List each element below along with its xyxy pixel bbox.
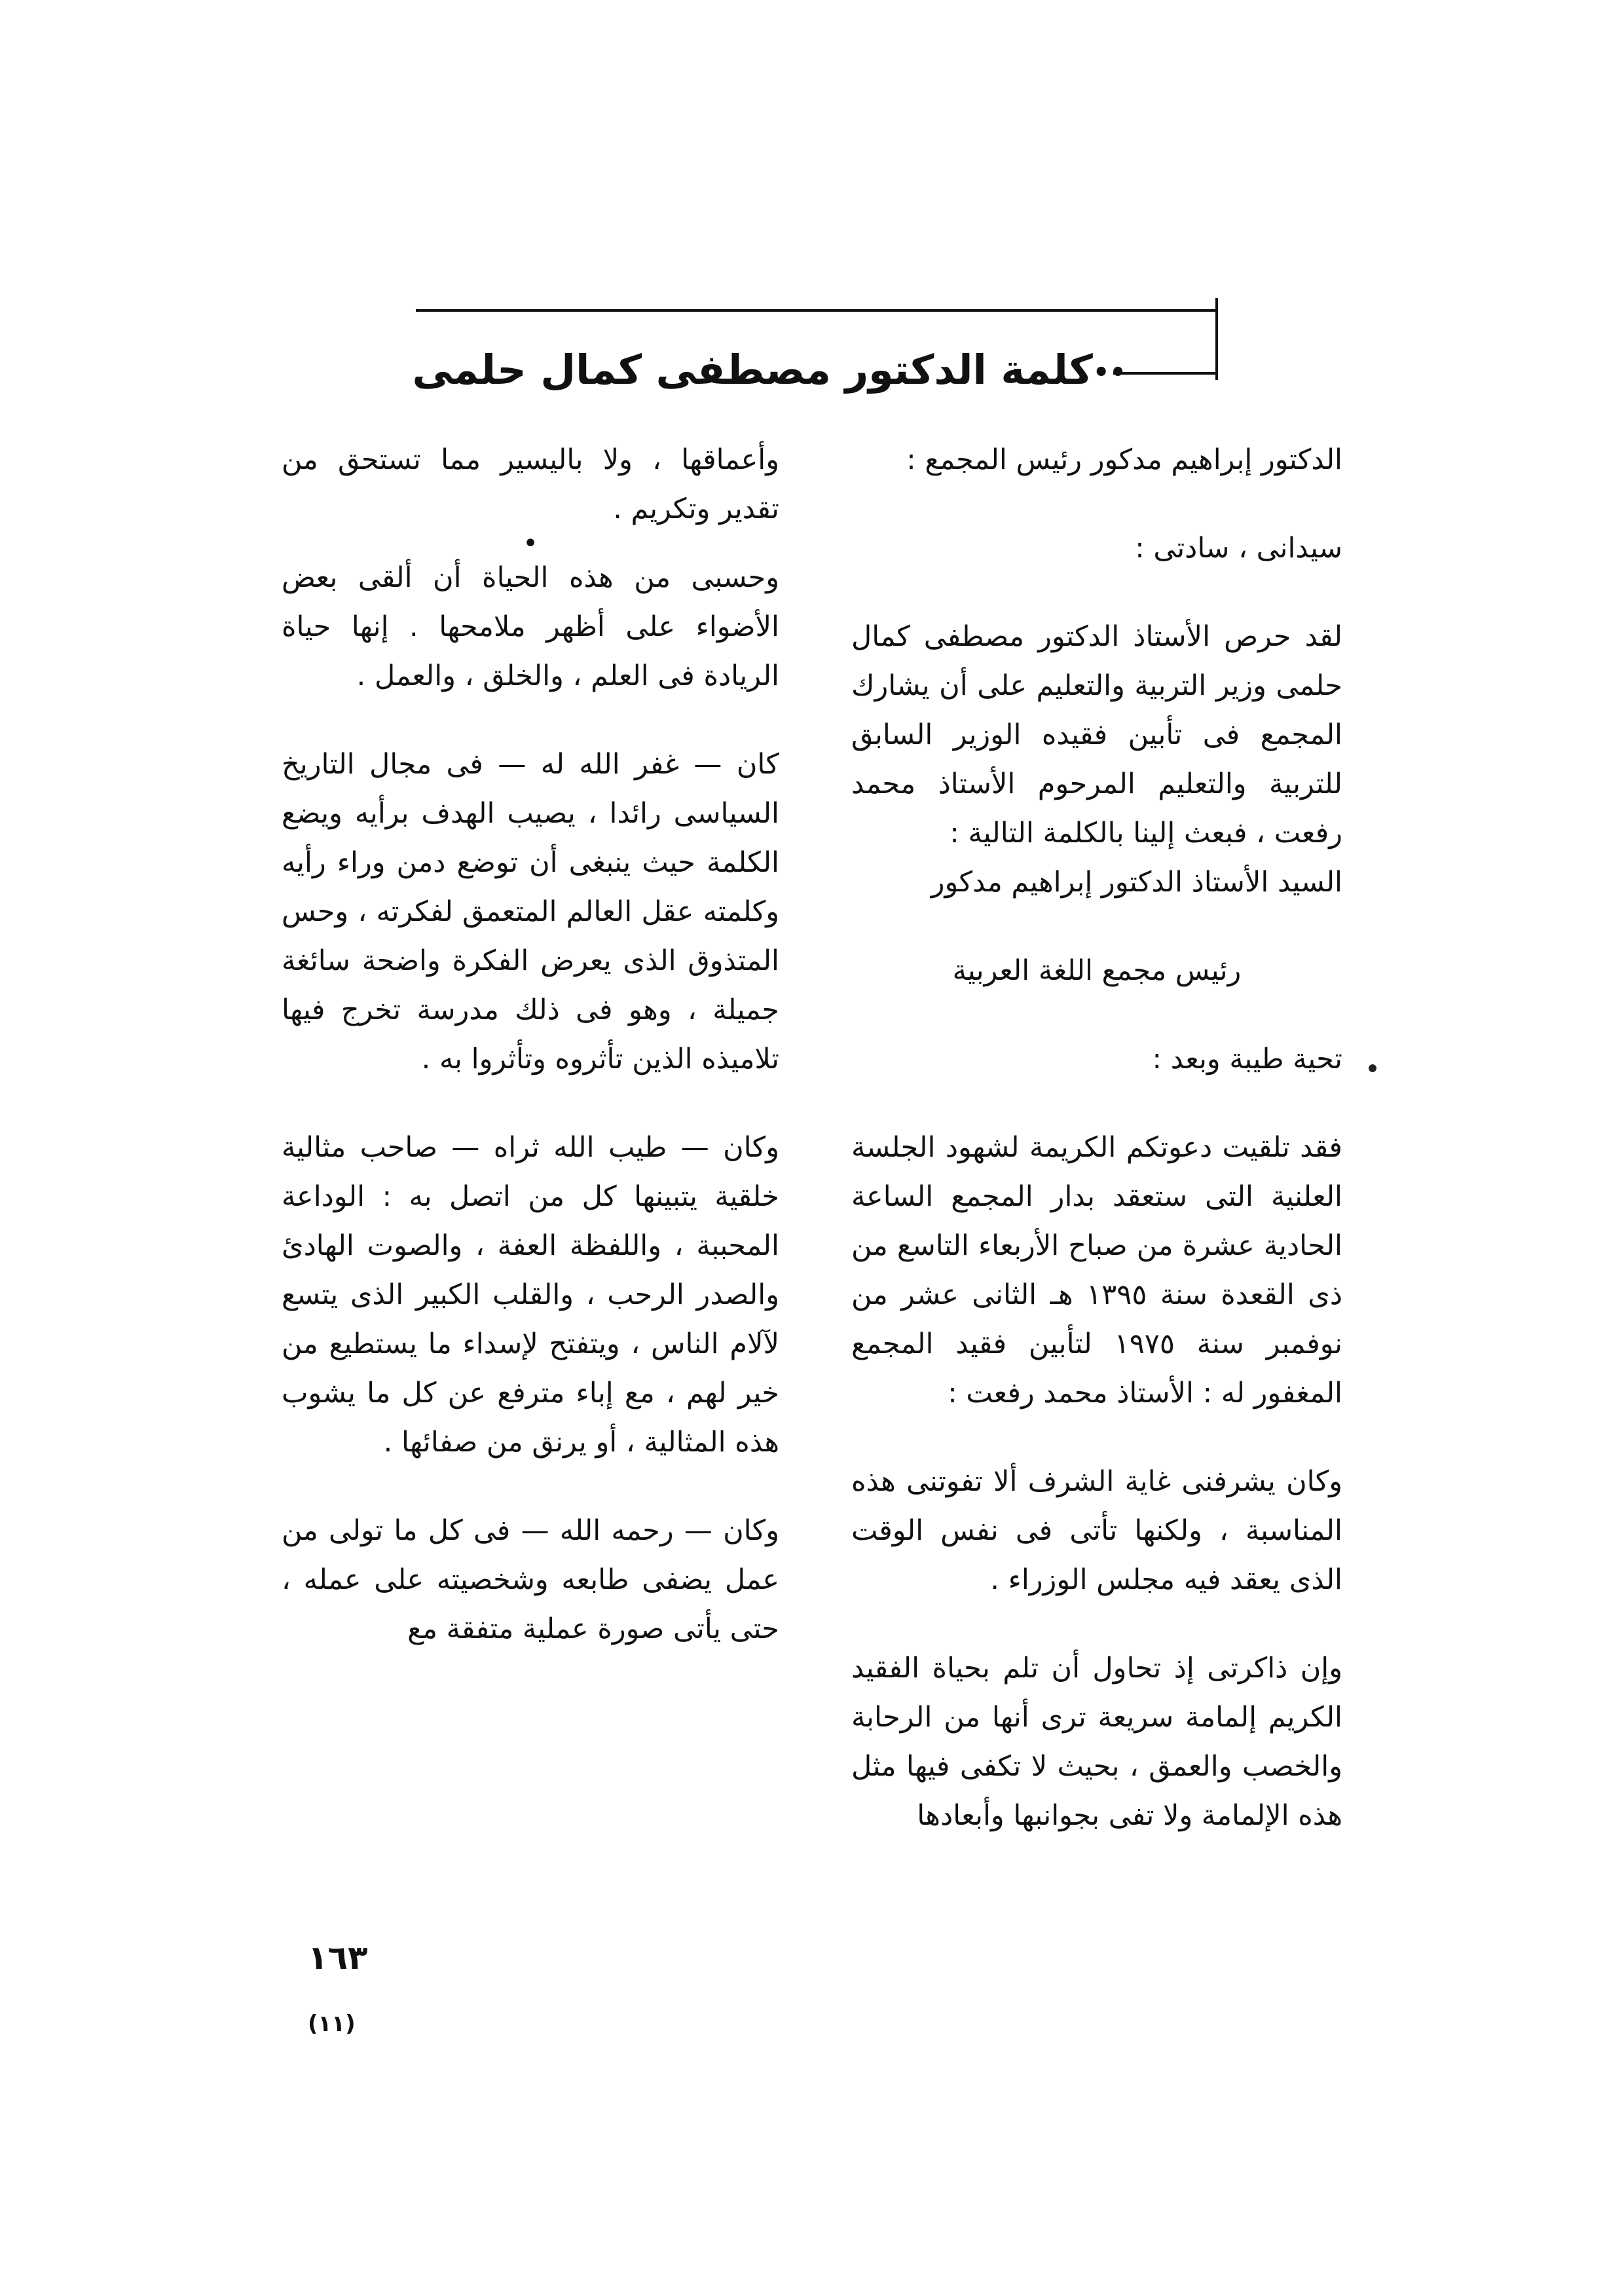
paragraph-left-4: وكان — رحمه الله — فى كل ما تولى من عمل يضفى طابعه وشخصيته على عمله ، حتى يأتى صورة عملية متفقة مع xyxy=(282,1514,779,1645)
article-title xyxy=(412,337,1126,403)
title-text: كلمة الدكتور مصطفى كمال حلمى xyxy=(412,346,1093,394)
sheet-number: (١١) xyxy=(308,2011,356,2037)
header-vertical-rule xyxy=(1215,298,1218,380)
left-column xyxy=(282,436,779,1673)
title-bullets: •• xyxy=(1092,357,1126,388)
paragraph-left-1: وحسبى من هذه الحياة أن ألقى بعض الأضواء على أظهر ملامحها . إنها حياة الريادة فى العلم ، والخلق ، والعمل . xyxy=(282,561,779,692)
page-number: ١٦٣ xyxy=(308,1939,368,1977)
letter-recipient-role: رئيس مجمع اللغة العربية xyxy=(952,954,1242,987)
salutation-line: سيدانى ، سادتى : xyxy=(1135,532,1342,565)
section-dot: • xyxy=(523,529,538,559)
paragraph-left-3: وكان — طيب الله ثراه — صاحب مثالية خلقية يتبينها كل من اتصل به : الوداعة المحببة ، واللفظة العفة ، والصوت الهادئ والصدر الرحب ، والقلب الكبير الذى يتسع لآلام الناس ، ويتفتح لإسداء ما يستطيع من خير لهم ، مع إباء مترفع عن كل ما يشوب هذه المثالية ، أو يرنق من صفائها . xyxy=(282,1131,779,1459)
paragraph-2: وكان يشرفنى غاية الشرف ألا تفوتنى هذه المناسبة ، ولكنها تأتى فى نفس الوقت الذى يعقد فيه مجلس الوزراء . xyxy=(851,1465,1342,1596)
greeting-line: تحية طيبة وبعد : xyxy=(1152,1043,1342,1075)
addressee-line: الدكتور إبراهيم مدكور رئيس المجمع : xyxy=(906,443,1342,476)
letter-recipient: السيد الأستاذ الدكتور إبراهيم مدكور xyxy=(931,866,1342,899)
intro-paragraph: لقد حرص الأستاذ الدكتور مصطفى كمال حلمى وزير التربية والتعليم على أن يشارك المجمع فى تأبين فقيده الوزير السابق للتربية والتعليم المرحوم الأستاذ محمد رفعت ، فبعث إلينا بالكلمة التالية : xyxy=(851,620,1342,849)
continuation-paragraph: وأعماقها ، ولا باليسير مما تستحق من تقدير وتكريم . xyxy=(282,443,779,525)
paragraph-3: وإن ذاكرتى إذ تحاول أن تلم بحياة الفقيد الكريم إلمامة سريعة ترى أنها من الرحابة والخصب والعمق ، بحيث لا تكفى فيها مثل هذه الإلمامة ولا تفى بجوانبها وأبعادها xyxy=(851,1652,1342,1832)
paragraph-left-2: كان — غفر الله له — فى مجال التاريخ السياسى رائدا ، يصيب الهدف برأيه ويضع الكلمة حيث ينبغى أن توضع دمن وراء رأيه وكلمته عقل العالم المتعمق لفكرته ، وحس المتذوق الذى يعرض الفكرة واضحة سائغة جميلة ، وهو فى ذلك مدرسة تخرج فيها تلاميذه الذين تأثروه وتأثروا به . xyxy=(282,748,779,1075)
header-top-rule xyxy=(416,309,1218,312)
paragraph-1: فقد تلقيت دعوتكم الكريمة لشهود الجلسة العلنية التى ستعقد بدار المجمع الساعة الحادية عشرة من صباح الأربعاء التاسع من ذى القعدة سنة ١٣٩٥ هـ الثانى عشر من نوفمبر سنة ١٩٧٥ لتأبين فقيد المجمع المغفور له : الأستاذ محمد رفعت : xyxy=(851,1131,1342,1409)
right-column xyxy=(851,436,1342,1860)
margin-mark xyxy=(1369,1064,1376,1072)
header-dash-rule xyxy=(1113,372,1215,375)
